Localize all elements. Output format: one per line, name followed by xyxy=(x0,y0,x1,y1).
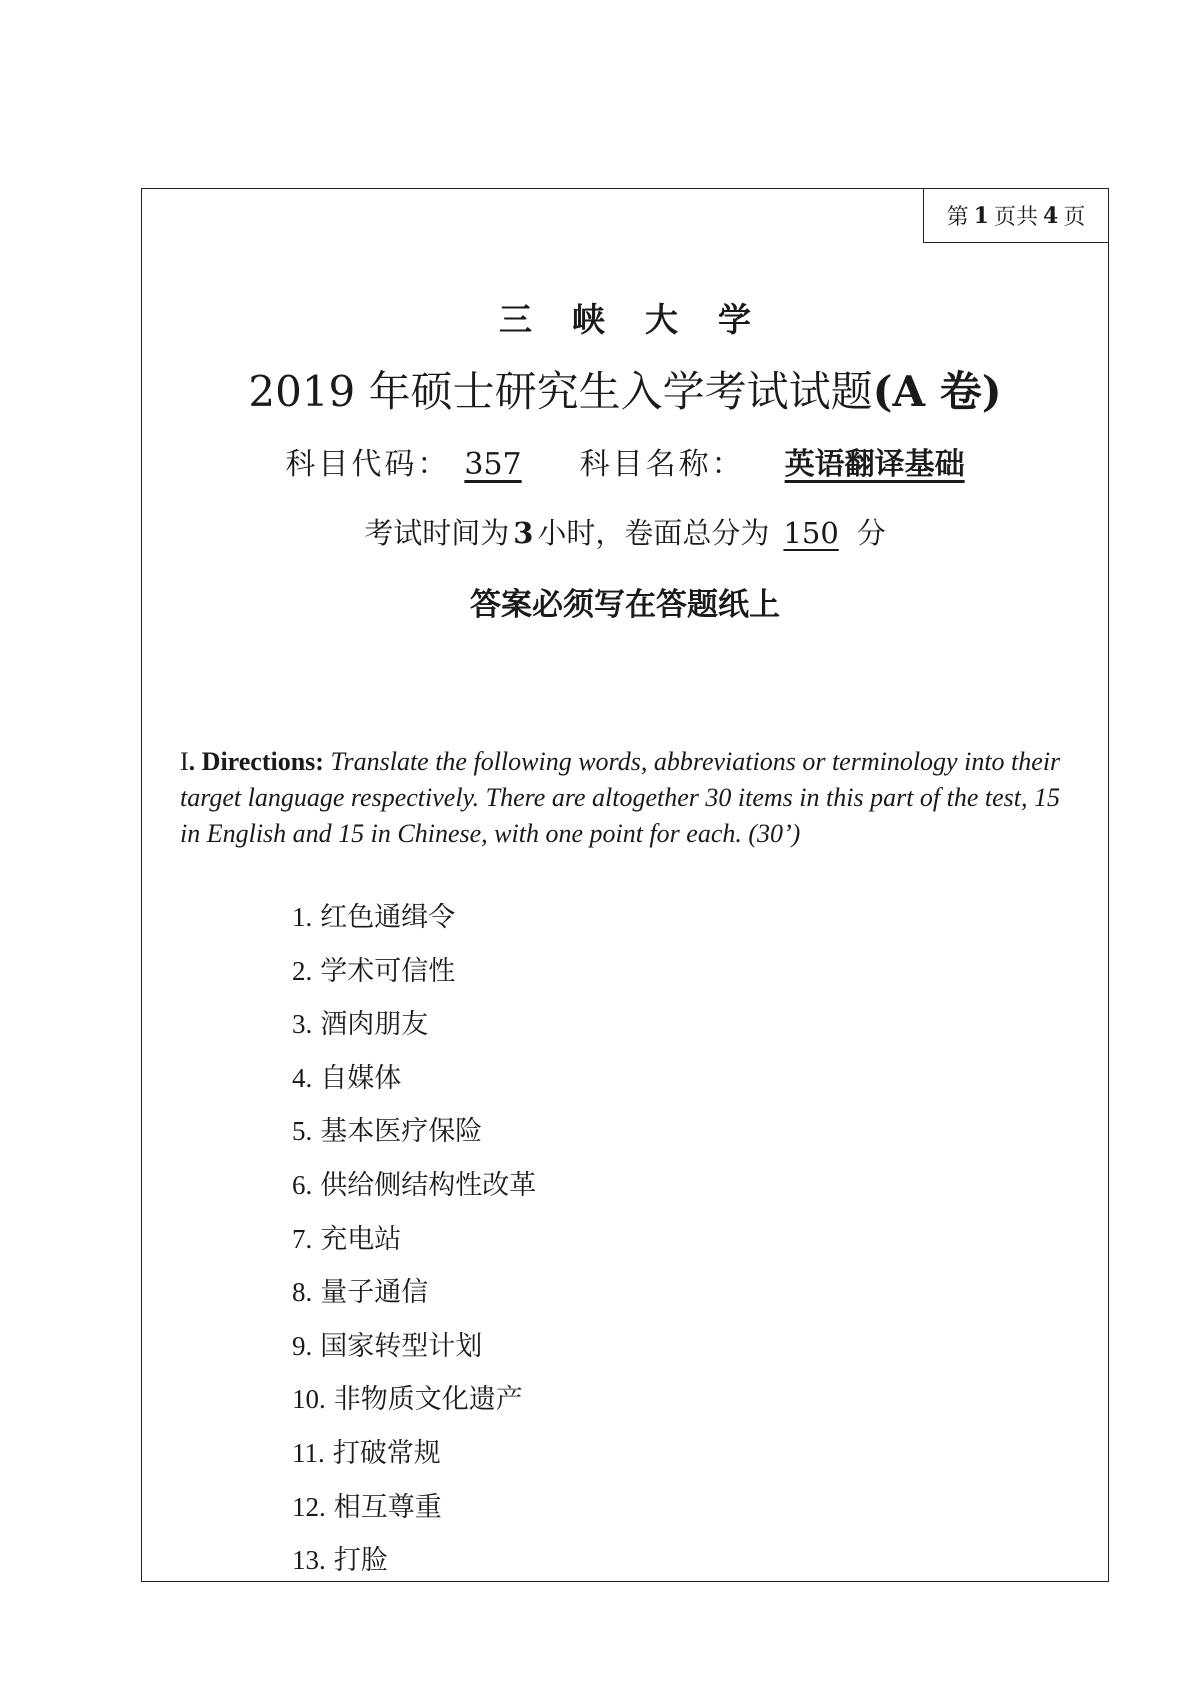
item-text: 打脸 xyxy=(333,1545,388,1577)
list-item xyxy=(292,1221,536,1275)
subject-code-value: 357 xyxy=(464,447,522,482)
score-suffix: 分 xyxy=(856,516,886,550)
item-text: 供给侧结构性改革 xyxy=(320,1169,537,1201)
item-number: 11. xyxy=(292,1437,325,1468)
list-item xyxy=(292,1060,536,1114)
item-text: 基本医疗保险 xyxy=(320,1116,483,1148)
item-number: 4. xyxy=(292,1062,313,1093)
item-number: 13. xyxy=(292,1545,326,1576)
exam-variant: (A 卷) xyxy=(872,367,1002,416)
list-item xyxy=(292,1542,536,1596)
subject-name-value: 英语翻译基础 xyxy=(784,447,965,482)
item-number: 5. xyxy=(292,1116,313,1147)
item-number: 12. xyxy=(292,1491,326,1522)
item-number: 1. xyxy=(292,902,313,932)
item-text: 国家转型计划 xyxy=(320,1330,483,1362)
item-text: 学术可信性 xyxy=(320,955,456,987)
page-number-box xyxy=(923,188,1109,243)
item-text: 酒肉朋友 xyxy=(320,1009,429,1041)
exam-time-line xyxy=(142,511,1108,552)
section-numeral: I xyxy=(180,747,189,776)
page-suffix: 页 xyxy=(1063,205,1086,230)
directions-label: . Directions: xyxy=(188,747,331,776)
item-text: 打破常规 xyxy=(332,1437,441,1469)
item-number: 3. xyxy=(292,1009,313,1040)
item-text: 量子通信 xyxy=(320,1277,429,1309)
subject-line xyxy=(142,439,1108,483)
list-item xyxy=(292,899,536,953)
exam-title xyxy=(142,359,1108,419)
term-list xyxy=(292,899,536,1596)
list-item xyxy=(292,1435,536,1489)
directions-text: Translate the following words, abbreviations or terminology into their target language respectively. There are altogether 30 items in this part of the test, 15 in English and 15 in Chinese, with one point for each. (30’) xyxy=(180,747,1061,848)
page-total: 4 xyxy=(1043,202,1059,229)
item-text: 红色通缉令 xyxy=(320,902,456,933)
list-item xyxy=(292,1006,536,1060)
item-text: 非物质文化遗产 xyxy=(333,1384,523,1416)
total-score: 150 xyxy=(783,516,839,550)
item-number: 2. xyxy=(292,955,313,986)
list-item xyxy=(292,1113,536,1167)
item-number: 8. xyxy=(292,1277,313,1308)
list-item xyxy=(292,1274,536,1328)
item-number: 7. xyxy=(292,1223,313,1254)
item-number: 10. xyxy=(292,1384,326,1415)
page-current: 1 xyxy=(973,202,989,229)
page-prefix: 第 xyxy=(946,205,969,230)
answer-sheet-note: 答案必须写在答题纸上 xyxy=(470,587,780,623)
subject-name-label: 科目名称： xyxy=(579,447,745,482)
exam-hours: 3 xyxy=(513,516,534,550)
section-1-directions xyxy=(180,744,1080,852)
item-text: 自媒体 xyxy=(320,1062,402,1094)
list-item xyxy=(292,953,536,1007)
item-number: 9. xyxy=(292,1330,313,1361)
list-item xyxy=(292,1489,536,1543)
item-text: 充电站 xyxy=(320,1223,402,1255)
time-prefix: 考试时间为 xyxy=(364,516,510,550)
university-name: 三峡大学 xyxy=(499,300,791,339)
time-middle: 小时，卷面总分为 xyxy=(537,516,770,550)
list-item xyxy=(292,1328,536,1382)
exam-title-main: 2019 年硕士研究生入学考试试题 xyxy=(248,367,873,416)
list-item xyxy=(292,1167,536,1221)
item-text: 相互尊重 xyxy=(333,1491,442,1523)
list-item xyxy=(292,1381,536,1435)
page-mid: 页共 xyxy=(993,205,1038,230)
item-number: 6. xyxy=(292,1169,313,1200)
exam-page-frame xyxy=(141,188,1109,1582)
subject-code-label: 科目代码： xyxy=(285,447,451,482)
